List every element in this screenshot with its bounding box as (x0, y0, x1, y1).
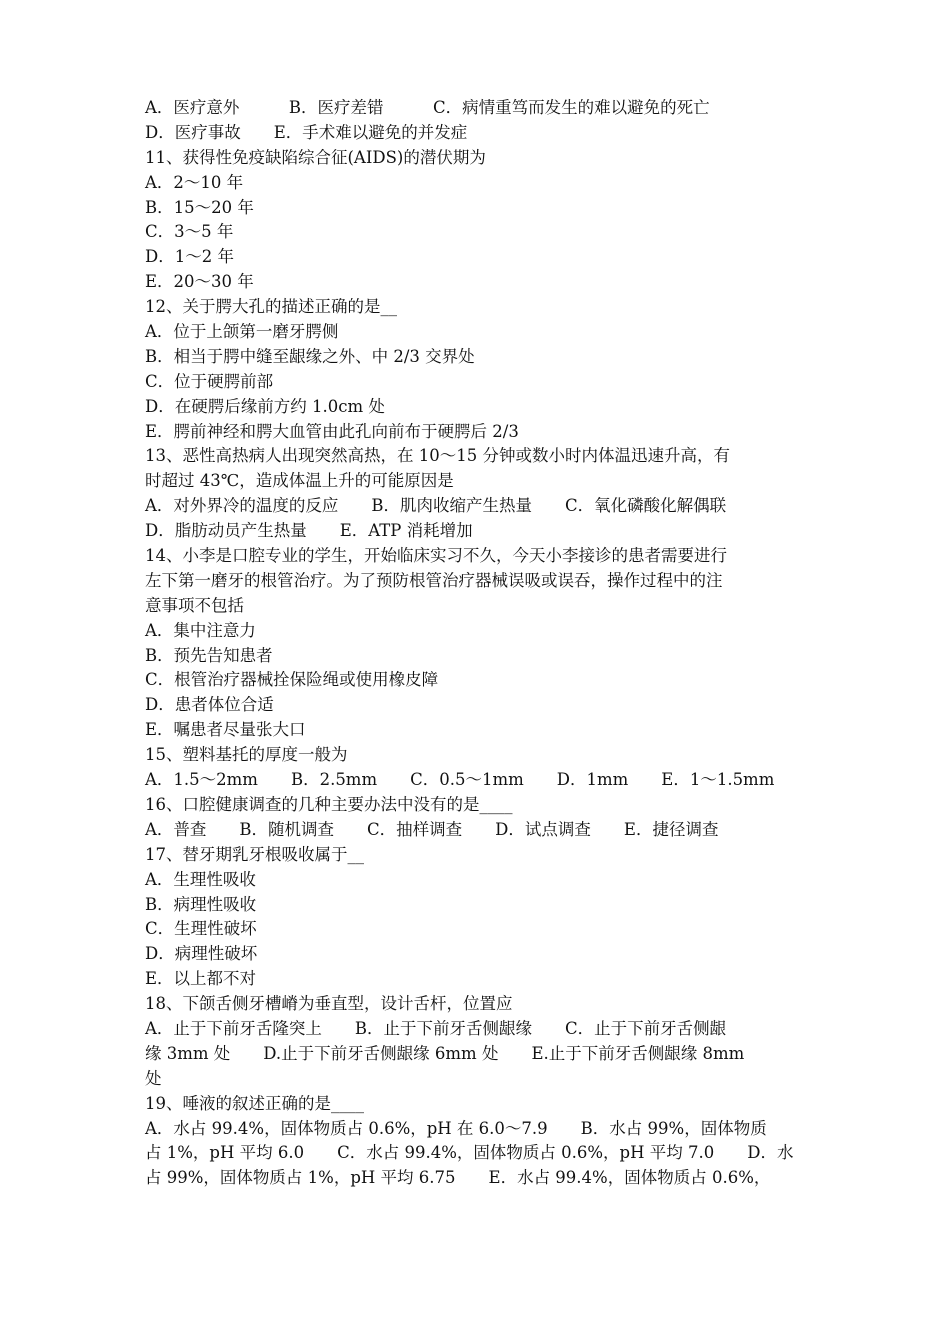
text-line: A．医疗意外 B．医疗差错 C．病情重笃而发生的难以避免的死亡 (145, 98, 710, 117)
question-12: 12、关于腭大孔的描述正确的是__ (145, 297, 397, 317)
option-d: D．在硬腭后缘前方约 1.0cm 处 (145, 396, 385, 416)
option-a: A．集中注意力 (145, 620, 256, 640)
question-13: 13、恶性高热病人出现突然高热，在 10～15 分钟或数小时内体温迅速升高，有 (145, 446, 730, 466)
options-line: 处 (145, 1068, 162, 1088)
option-a: A．位于上颌第一磨牙腭侧 (145, 322, 339, 342)
question-15: 15、塑料基托的厚度一般为 (145, 745, 348, 765)
question-13-cont: 时超过 43℃，造成体温上升的可能原因是 (145, 471, 454, 491)
option-c: C．位于硬腭前部 (145, 371, 274, 391)
options-line: A．止于下前牙舌隆突上 B．止于下前牙舌侧龈缘 C．止于下前牙舌侧龈 (145, 1018, 727, 1038)
option-e: E．腭前神经和腭大血管由此孔向前布于硬腭后 2/3 (145, 421, 519, 441)
options-line: A．水占 99.4%，固体物质占 0.6%，pH 在 6.0～7.9 B．水占 99%，固体物质 (145, 1118, 767, 1138)
question-18: 18、下颌舌侧牙槽嵴为垂直型，设计舌杆，位置应 (145, 994, 513, 1014)
question-14-cont: 意事项不包括 (145, 595, 244, 615)
question-11: 11、获得性免疫缺陷综合征(AIDS)的潜伏期为 (145, 147, 486, 167)
options-line: 缘 3mm 处 D.止于下前牙舌侧龈缘 6mm 处 E.止于下前牙舌侧龈缘 8mm (145, 1043, 745, 1063)
option-d: D．1～2 年 (145, 247, 234, 267)
option-b: B．预先告知患者 (145, 645, 273, 665)
question-16: 16、口腔健康调查的几种主要办法中没有的是____ (145, 794, 513, 814)
option-b: B．相当于腭中缝至龈缘之外、中 2/3 交界处 (145, 346, 475, 366)
option-c: C．根管治疗器械拴保险绳或使用橡皮障 (145, 670, 439, 690)
options-line: A．对外界冷的温度的反应 B．肌肉收缩产生热量 C．氧化磷酸化解偶联 (145, 496, 727, 516)
option-c: C．生理性破坏 (145, 919, 257, 939)
question-17: 17、替牙期乳牙根吸收属于__ (145, 844, 364, 864)
option-b: B．病理性吸收 (145, 894, 257, 914)
option-c: C．3～5 年 (145, 222, 234, 242)
option-d: D．病理性破坏 (145, 944, 258, 964)
option-e: E．20～30 年 (145, 272, 254, 292)
question-14-cont: 左下第一磨牙的根管治疗。为了预防根管治疗器械误吸或误吞，操作过程中的注 (145, 570, 723, 590)
option-a: A．生理性吸收 (145, 869, 256, 889)
options-line: 占 1%，pH 平均 6.0 C．水占 99.4%，固体物质占 0.6%，pH 平均 7.0 D．水 (145, 1143, 794, 1163)
option-e: E．嘱患者尽量张大口 (145, 720, 306, 740)
options-line: D．脂肪动员产生热量 E．ATP 消耗增加 (145, 521, 473, 541)
text-line: D．医疗事故 E．手术难以避免的并发症 (145, 122, 468, 142)
question-14: 14、小李是口腔专业的学生，开始临床实习不久，今天小李接诊的患者需要进行 (145, 546, 727, 566)
document-body (145, 96, 810, 1191)
option-b: B．15～20 年 (145, 197, 254, 217)
options-line: A．1.5～2mm B．2.5mm C．0.5～1mm D．1mm E．1～1.5mm (145, 770, 775, 790)
question-19: 19、唾液的叙述正确的是____ (145, 1093, 364, 1113)
option-d: D．患者体位合适 (145, 695, 274, 715)
options-line: A．普查 B．随机调查 C．抽样调查 D．试点调查 E．捷径调查 (145, 819, 719, 839)
option-e: E．以上都不对 (145, 969, 257, 989)
options-line: 占 99%，固体物质占 1%，pH 平均 6.75 E．水占 99.4%，固体物质占 0.6%， (145, 1168, 771, 1188)
option-a: A．2～10 年 (145, 172, 244, 192)
